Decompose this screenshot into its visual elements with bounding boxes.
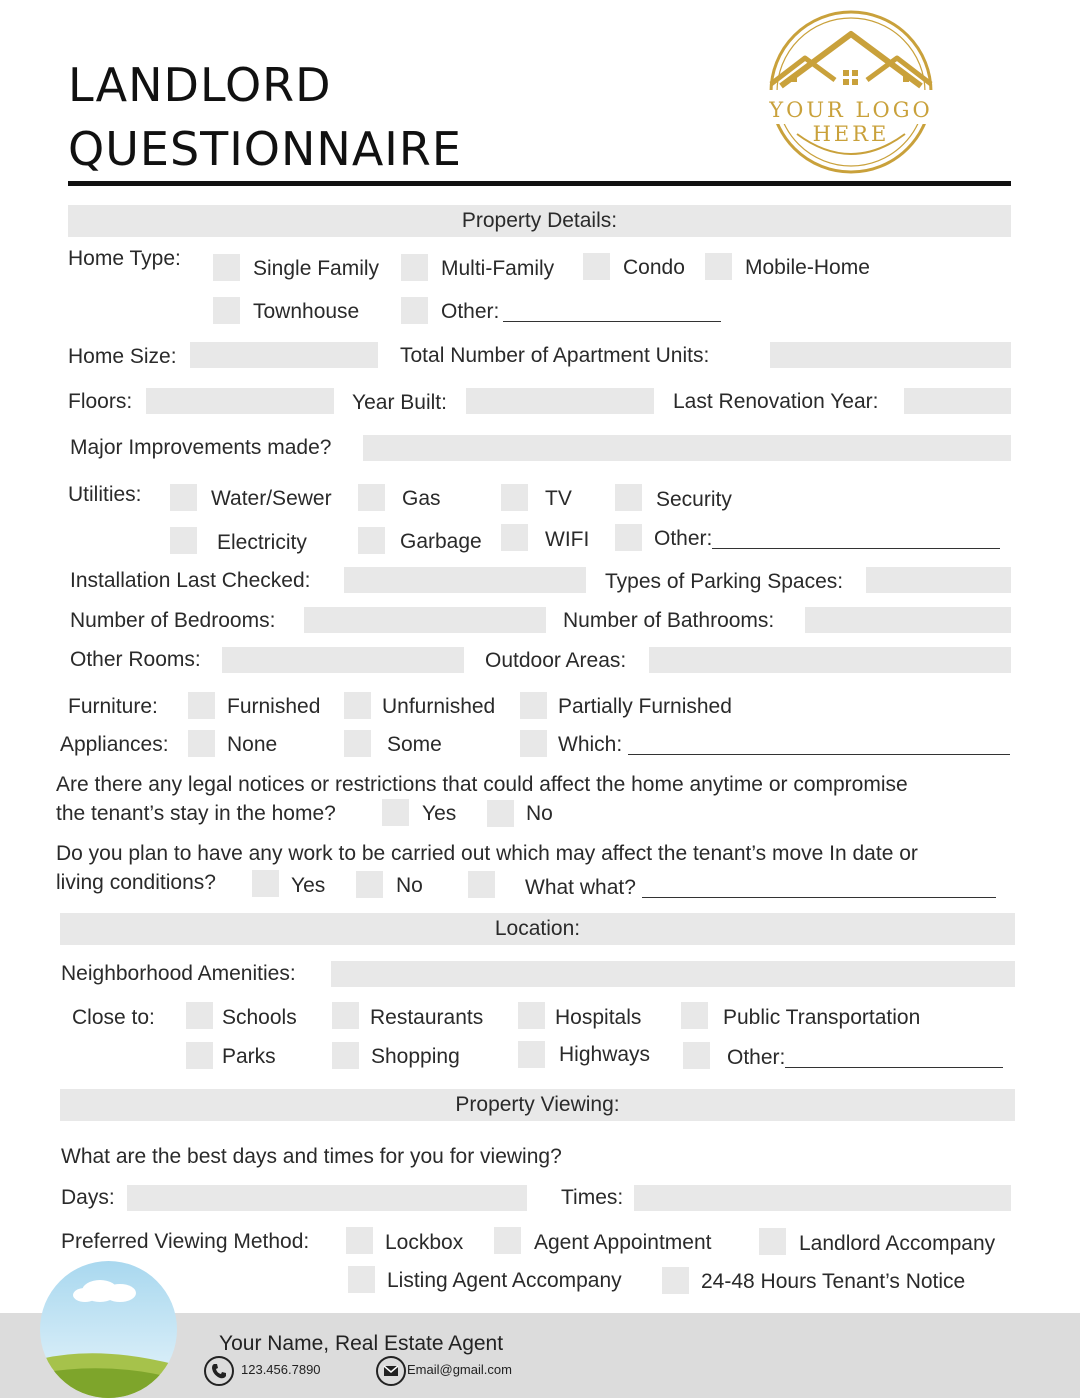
logo-text: YOUR LOGO HERE	[769, 98, 933, 146]
checkbox-gas[interactable]	[358, 484, 385, 511]
option-highways: Highways	[559, 1043, 651, 1066]
legal-no-label: No	[526, 802, 553, 825]
logo	[735, 6, 967, 178]
outdoor-areas-label: Outdoor Areas:	[485, 649, 627, 672]
checkbox-townhouse[interactable]	[213, 297, 240, 324]
work-yes-label: Yes	[291, 874, 326, 897]
option-utilities-other: Other:	[654, 528, 1000, 549]
option-appliances-which: Which:	[558, 734, 1010, 755]
work-question-line2: living conditions?	[56, 871, 216, 894]
checkbox-single-family[interactable]	[213, 254, 240, 281]
floors-label: Floors:	[68, 390, 133, 413]
checkbox-legal-no[interactable]	[487, 800, 514, 827]
agent-name: Your Name, Real Estate Agent	[219, 1332, 504, 1355]
work-what-blank[interactable]	[642, 878, 996, 898]
section-location: Location:	[60, 913, 1015, 945]
option-parks: Parks	[222, 1045, 276, 1068]
checkbox-agent-appointment[interactable]	[494, 1227, 521, 1254]
checkbox-work-no[interactable]	[356, 871, 383, 898]
work-question-line1: Do you plan to have any work to be carried out which may affect the tenant’s move In date or	[56, 842, 918, 865]
bedrooms-label: Number of Bedrooms:	[70, 609, 276, 632]
checkbox-parks[interactable]	[186, 1042, 213, 1069]
option-gas: Gas	[402, 487, 441, 510]
checkbox-lockbox[interactable]	[346, 1227, 373, 1254]
times-input[interactable]	[634, 1185, 1011, 1211]
option-restaurants: Restaurants	[370, 1006, 484, 1029]
bathrooms-label: Number of Bathrooms:	[563, 609, 775, 632]
option-tv: TV	[545, 487, 572, 510]
option-appliances-some: Some	[387, 733, 442, 756]
total-units-input[interactable]	[770, 342, 1011, 368]
section-property-details: Property Details:	[68, 205, 1011, 237]
checkbox-tenant-notice[interactable]	[662, 1267, 689, 1294]
option-condo: Condo	[623, 256, 685, 279]
checkbox-shopping[interactable]	[332, 1042, 359, 1069]
section-property-viewing: Property Viewing:	[60, 1089, 1015, 1121]
days-label: Days:	[61, 1186, 115, 1209]
utilities-other-blank[interactable]	[712, 529, 1000, 549]
option-single-family: Single Family	[253, 257, 380, 280]
option-unfurnished: Unfurnished	[382, 695, 496, 718]
year-built-label: Year Built:	[352, 391, 447, 414]
checkbox-partially-furnished[interactable]	[520, 692, 547, 719]
installation-checked-label: Installation Last Checked:	[70, 569, 311, 592]
option-home-other: Other:	[441, 301, 721, 322]
house-logo-icon	[735, 6, 967, 178]
parking-types-label: Types of Parking Spaces:	[605, 570, 844, 593]
total-units-label: Total Number of Apartment Units:	[400, 344, 710, 367]
home-other-blank[interactable]	[503, 302, 721, 322]
installation-checked-input[interactable]	[344, 567, 586, 593]
legal-yes-label: Yes	[422, 802, 457, 825]
option-shopping: Shopping	[371, 1045, 460, 1068]
option-agent-appointment: Agent Appointment	[534, 1231, 712, 1254]
option-lockbox: Lockbox	[385, 1231, 464, 1254]
option-schools: Schools	[222, 1006, 297, 1029]
checkbox-appliances-which[interactable]	[520, 730, 547, 757]
option-public-transportation: Public Transportation	[723, 1006, 921, 1029]
legal-question-line1: Are there any legal notices or restrictions that could affect the home anytime or compromise	[56, 773, 908, 796]
checkbox-listing-agent-accompany[interactable]	[348, 1266, 375, 1293]
home-size-input[interactable]	[190, 342, 378, 368]
other-rooms-input[interactable]	[222, 647, 464, 673]
checkbox-wifi[interactable]	[501, 524, 528, 551]
major-improvements-input[interactable]	[363, 435, 1011, 461]
checkbox-appliances-none[interactable]	[188, 730, 215, 757]
header-divider	[68, 181, 1011, 186]
times-label: Times:	[561, 1186, 624, 1209]
checkbox-schools[interactable]	[186, 1002, 213, 1029]
form-title-line2: QUESTIONNAIRE	[68, 122, 462, 176]
outdoor-areas-input[interactable]	[649, 647, 1011, 673]
checkbox-tv[interactable]	[501, 484, 528, 511]
neighborhood-input[interactable]	[331, 961, 1015, 987]
viewing-method-label: Preferred Viewing Method:	[61, 1230, 310, 1253]
option-partially-furnished: Partially Furnished	[558, 695, 732, 718]
bathrooms-input[interactable]	[805, 607, 1011, 633]
option-hospitals: Hospitals	[555, 1006, 642, 1029]
last-renovation-label: Last Renovation Year:	[673, 390, 879, 413]
major-improvements-label: Major Improvements made?	[70, 436, 332, 459]
option-furnished: Furnished	[227, 695, 321, 718]
neighborhood-label: Neighborhood Amenities:	[61, 962, 296, 985]
option-water-sewer: Water/Sewer	[211, 487, 332, 510]
home-size-label: Home Size:	[68, 345, 177, 368]
option-security: Security	[656, 488, 732, 511]
viewing-question: What are the best days and times for you for viewing?	[61, 1145, 562, 1168]
option-landlord-accompany: Landlord Accompany	[799, 1232, 996, 1255]
checkbox-condo[interactable]	[583, 253, 610, 280]
checkbox-water-sewer[interactable]	[170, 484, 197, 511]
form-title-line1: LANDLORD	[68, 58, 332, 112]
checkbox-restaurants[interactable]	[332, 1002, 359, 1029]
checkbox-work-what[interactable]	[468, 871, 495, 898]
option-close-to-other: Other:	[727, 1047, 1003, 1068]
work-what-label: What what?	[525, 877, 996, 898]
option-listing-agent-accompany: Listing Agent Accompany	[387, 1269, 622, 1292]
checkbox-appliances-some[interactable]	[344, 730, 371, 757]
option-tenant-notice: 24-48 Hours Tenant’s Notice	[701, 1270, 966, 1293]
email-address: Email@gmail.com	[407, 1362, 512, 1377]
checkbox-home-other[interactable]	[401, 297, 428, 324]
option-electricity: Electricity	[217, 531, 307, 554]
option-mobile-home: Mobile-Home	[745, 256, 870, 279]
days-input[interactable]	[127, 1185, 527, 1211]
parking-types-input[interactable]	[866, 567, 1011, 593]
checkbox-mobile-home[interactable]	[705, 253, 732, 280]
phone-number: 123.456.7890	[241, 1362, 321, 1377]
work-no-label: No	[396, 874, 423, 897]
option-appliances-none: None	[227, 733, 278, 756]
year-built-input[interactable]	[466, 388, 654, 414]
appliances-label: Appliances:	[60, 733, 169, 756]
checkbox-public-transportation[interactable]	[681, 1002, 708, 1029]
close-to-other-blank[interactable]	[785, 1048, 1003, 1068]
checkbox-electricity[interactable]	[170, 527, 197, 554]
avatar	[40, 1261, 177, 1398]
checkbox-hospitals[interactable]	[518, 1002, 545, 1029]
checkbox-security[interactable]	[615, 484, 642, 511]
checkbox-landlord-accompany[interactable]	[759, 1228, 786, 1255]
email-icon	[376, 1356, 406, 1386]
option-garbage: Garbage	[400, 530, 482, 553]
furniture-label: Furniture:	[68, 695, 158, 718]
other-rooms-label: Other Rooms:	[70, 648, 201, 671]
phone-icon	[204, 1356, 234, 1386]
checkbox-utilities-other[interactable]	[615, 524, 642, 551]
utilities-label: Utilities:	[68, 483, 142, 506]
last-renovation-input[interactable]	[904, 388, 1011, 414]
checkbox-highways[interactable]	[518, 1041, 545, 1068]
checkbox-legal-yes[interactable]	[382, 799, 409, 826]
checkbox-furnished[interactable]	[188, 692, 215, 719]
option-wifi: WIFI	[545, 528, 590, 551]
appliances-which-blank[interactable]	[628, 735, 1010, 755]
option-multi-family: Multi-Family	[441, 257, 555, 280]
landscape-avatar-icon	[40, 1261, 177, 1398]
checkbox-garbage[interactable]	[358, 527, 385, 554]
home-type-label: Home Type:	[68, 247, 181, 270]
legal-question-line2: the tenant’s stay in the home?	[56, 802, 336, 825]
checkbox-work-yes[interactable]	[252, 870, 279, 897]
checkbox-multi-family[interactable]	[401, 254, 428, 281]
checkbox-unfurnished[interactable]	[344, 692, 371, 719]
checkbox-close-to-other[interactable]	[683, 1042, 710, 1069]
bedrooms-input[interactable]	[304, 607, 546, 633]
option-townhouse: Townhouse	[253, 300, 360, 323]
close-to-label: Close to:	[72, 1006, 155, 1029]
floors-input[interactable]	[146, 388, 334, 414]
